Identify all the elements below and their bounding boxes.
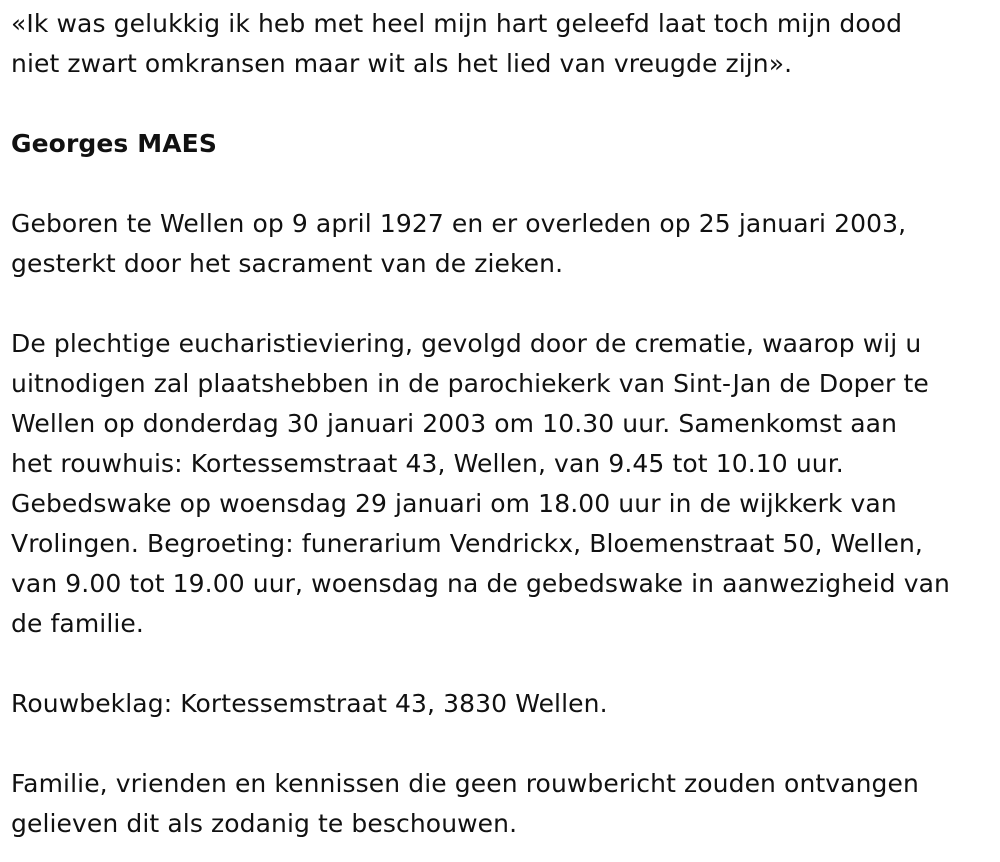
notice-text: Familie, vrienden en kennissen die geen rouwbericht zouden ontvangen gelieven dit als zodanig te beschouwen. xyxy=(11,769,919,838)
ceremony-text: De plechtige eucharistieviering, gevolgd door de crematie, waarop wij u uitnodigen zal plaatshebben in de parochiekerk van Sint-Jan de Doper te Wellen op donderdag 30 januari 2003 om 10.30 uur. Samenkomst aan het rouwhuis: Kortessemstraat 43, Wellen, van 9.45 tot 10.10 uur. Gebedswake op woensdag 29 januari om 18.00 uur in de wijkkerk van Vrolingen. Begroeting: funerarium Vendrickx, Bloemenstraat 50, Wellen, van 9.00 tot 19.00 uur, woensdag na de gebedswake in aanwezigheid van de familie. xyxy=(11,329,950,638)
obituary-notice xyxy=(11,4,996,844)
birth-death-text: Geboren te Wellen op 9 april 1927 en er overleden op 25 januari 2003, gesterkt door het sacrament van de zieken. xyxy=(11,209,907,278)
deceased-name: Georges MAES xyxy=(11,129,217,158)
condolence-address: Rouwbeklag: Kortessemstraat 43, 3830 Wellen. xyxy=(11,689,608,718)
quote-text: «Ik was gelukkig ik heb met heel mijn hart geleefd laat toch mijn dood niet zwart omkransen maar wit als het lied van vreugde zijn». xyxy=(11,9,903,78)
